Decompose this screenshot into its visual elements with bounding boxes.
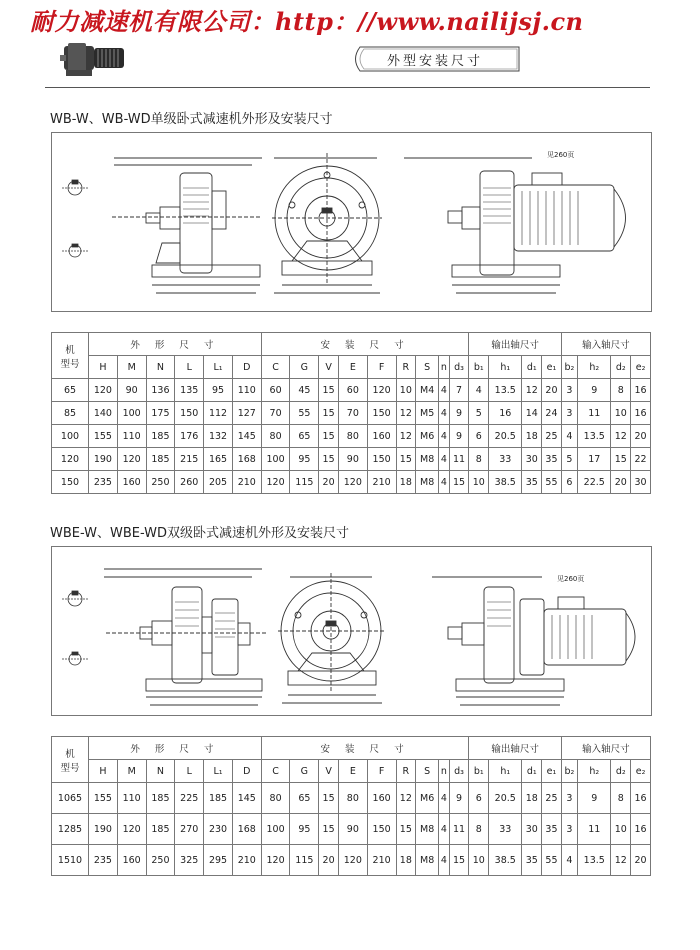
- model-header-cell: [52, 333, 89, 379]
- value-cell: 38.5: [489, 845, 522, 876]
- value-cell: 100: [261, 814, 290, 845]
- table-group-row: [52, 333, 651, 356]
- column-header-cell: F: [367, 356, 396, 379]
- value-cell: 295: [204, 845, 233, 876]
- value-cell: 100: [117, 402, 146, 425]
- value-cell: 15: [449, 471, 469, 494]
- value-cell: 5: [469, 402, 489, 425]
- value-cell: M6: [416, 783, 439, 814]
- value-cell: M8: [416, 814, 439, 845]
- value-cell: 136: [146, 379, 175, 402]
- value-cell: M8: [416, 448, 439, 471]
- model-cell: 150: [52, 471, 89, 494]
- column-header-cell: e₂: [631, 356, 651, 379]
- table-row: [52, 783, 651, 814]
- value-cell: 20: [611, 471, 631, 494]
- value-cell: M8: [416, 845, 439, 876]
- side-view-drawing: [104, 569, 267, 705]
- table-row: [52, 379, 651, 402]
- value-cell: 150: [367, 448, 396, 471]
- value-cell: 12: [396, 425, 416, 448]
- column-header-cell: L: [175, 356, 204, 379]
- value-cell: 100: [261, 448, 290, 471]
- column-header-cell: L₁: [204, 760, 233, 783]
- model-header-cell: [52, 737, 89, 783]
- value-cell: 225: [175, 783, 204, 814]
- column-header-cell: b₁: [469, 356, 489, 379]
- value-cell: 30: [522, 814, 542, 845]
- column-header-cell: b₁: [469, 760, 489, 783]
- column-header-cell: h₁: [489, 356, 522, 379]
- value-cell: 15: [611, 448, 631, 471]
- section2-spec-table: [51, 736, 651, 876]
- motor-view-drawing: [404, 158, 626, 293]
- value-cell: 20: [631, 845, 651, 876]
- column-header-cell: h₂: [578, 760, 611, 783]
- value-cell: 90: [338, 448, 367, 471]
- column-header-cell: V: [319, 356, 339, 379]
- value-cell: 4: [439, 783, 450, 814]
- value-cell: 110: [232, 379, 261, 402]
- shaft-detail-drawing: [62, 180, 88, 257]
- value-cell: 6: [469, 783, 489, 814]
- value-cell: 205: [204, 471, 233, 494]
- group-header-cell: 安 装 尺 寸: [261, 333, 469, 356]
- value-cell: 250: [146, 471, 175, 494]
- value-cell: 15: [449, 845, 469, 876]
- value-cell: 3: [561, 402, 577, 425]
- front-view-drawing: [278, 573, 384, 703]
- column-header-cell: E: [338, 760, 367, 783]
- value-cell: 15: [396, 448, 416, 471]
- value-cell: 55: [290, 402, 319, 425]
- value-cell: 80: [261, 425, 290, 448]
- value-cell: 20: [542, 379, 562, 402]
- value-cell: 16: [631, 402, 651, 425]
- value-cell: 12: [611, 845, 631, 876]
- column-header-cell: d₂: [611, 760, 631, 783]
- value-cell: 150: [175, 402, 204, 425]
- value-cell: 10: [611, 402, 631, 425]
- value-cell: 115: [290, 471, 319, 494]
- value-cell: 80: [261, 783, 290, 814]
- table-group-row: [52, 737, 651, 760]
- value-cell: 80: [338, 425, 367, 448]
- table-column-row: [52, 760, 651, 783]
- table-row: [52, 402, 651, 425]
- column-header-cell: R: [396, 356, 416, 379]
- group-header-cell: 外 形 尺 寸: [89, 737, 262, 760]
- column-header-cell: d₃: [449, 760, 469, 783]
- front-view-drawing: [272, 153, 382, 293]
- side-view-drawing: [112, 158, 262, 293]
- value-cell: 115: [290, 845, 319, 876]
- group-header-cell: 外 形 尺 寸: [89, 333, 262, 356]
- value-cell: 20: [631, 425, 651, 448]
- value-cell: 90: [117, 379, 146, 402]
- value-cell: 9: [449, 425, 469, 448]
- column-header-cell: N: [146, 760, 175, 783]
- value-cell: 9: [449, 783, 469, 814]
- value-cell: 8: [611, 783, 631, 814]
- value-cell: 120: [117, 448, 146, 471]
- value-cell: 4: [439, 814, 450, 845]
- column-header-cell: n: [439, 356, 450, 379]
- shaft-detail-drawing: [62, 591, 88, 665]
- column-header-cell: e₁: [542, 356, 562, 379]
- value-cell: 210: [232, 845, 261, 876]
- value-cell: 165: [204, 448, 233, 471]
- header-divider: [45, 87, 650, 88]
- value-cell: 16: [631, 814, 651, 845]
- value-cell: 12: [522, 379, 542, 402]
- section2-title: WBE-W、WBE-WD双级卧式减速机外形及安装尺寸: [50, 526, 350, 541]
- section1-title: WB-W、WB-WD单级卧式减速机外形及安装尺寸: [50, 112, 333, 127]
- value-cell: 15: [319, 783, 339, 814]
- value-cell: 22: [631, 448, 651, 471]
- value-cell: 145: [232, 425, 261, 448]
- value-cell: 160: [117, 471, 146, 494]
- column-header-cell: C: [261, 356, 290, 379]
- group-header-cell: 安 装 尺 寸: [261, 737, 469, 760]
- value-cell: 55: [542, 845, 562, 876]
- value-cell: 16: [631, 783, 651, 814]
- value-cell: 185: [146, 425, 175, 448]
- table-column-row: [52, 356, 651, 379]
- value-cell: 4: [439, 402, 450, 425]
- column-header-cell: d₃: [449, 356, 469, 379]
- value-cell: 10: [469, 471, 489, 494]
- value-cell: 70: [338, 402, 367, 425]
- value-cell: 3: [561, 379, 577, 402]
- value-cell: 175: [146, 402, 175, 425]
- banner-title: 外型安装尺寸: [386, 54, 483, 69]
- section1-drawing-panel: [51, 132, 652, 312]
- value-cell: 12: [396, 783, 416, 814]
- value-cell: 30: [522, 448, 542, 471]
- value-cell: 20: [319, 845, 339, 876]
- section2-drawing-panel: [51, 546, 652, 716]
- value-cell: 160: [367, 783, 396, 814]
- value-cell: 4: [561, 425, 577, 448]
- column-header-cell: n: [439, 760, 450, 783]
- value-cell: 325: [175, 845, 204, 876]
- table-row: [52, 448, 651, 471]
- value-cell: 16: [489, 402, 522, 425]
- value-cell: 15: [319, 448, 339, 471]
- column-header-cell: D: [232, 760, 261, 783]
- value-cell: M4: [416, 379, 439, 402]
- column-header-cell: d₂: [611, 356, 631, 379]
- column-header-cell: R: [396, 760, 416, 783]
- value-cell: 55: [542, 471, 562, 494]
- value-cell: 11: [578, 402, 611, 425]
- value-cell: 30: [631, 471, 651, 494]
- reducer-logo-icon: [60, 38, 130, 82]
- value-cell: 260: [175, 471, 204, 494]
- value-cell: 10: [469, 845, 489, 876]
- value-cell: 110: [117, 425, 146, 448]
- value-cell: 160: [367, 425, 396, 448]
- value-cell: 13.5: [578, 845, 611, 876]
- value-cell: 150: [367, 402, 396, 425]
- value-cell: 18: [396, 471, 416, 494]
- value-cell: 65: [290, 783, 319, 814]
- column-header-cell: h₂: [578, 356, 611, 379]
- value-cell: 4: [439, 379, 450, 402]
- column-header-cell: V: [319, 760, 339, 783]
- model-header-top: 机: [65, 748, 75, 760]
- value-cell: 15: [319, 379, 339, 402]
- value-cell: 135: [175, 379, 204, 402]
- value-cell: 215: [175, 448, 204, 471]
- value-cell: 20.5: [489, 783, 522, 814]
- value-cell: 35: [542, 814, 562, 845]
- value-cell: 185: [146, 814, 175, 845]
- value-cell: 11: [449, 448, 469, 471]
- see-page-note: 见260页: [547, 151, 575, 159]
- model-cell: 1510: [52, 845, 89, 876]
- table-row: [52, 845, 651, 876]
- column-header-cell: b₂: [561, 760, 577, 783]
- column-header-cell: M: [117, 760, 146, 783]
- value-cell: 3: [561, 814, 577, 845]
- value-cell: 120: [367, 379, 396, 402]
- value-cell: 9: [578, 379, 611, 402]
- value-cell: 190: [89, 448, 118, 471]
- group-header-cell: 输出轴尺寸: [469, 737, 561, 760]
- value-cell: 185: [204, 783, 233, 814]
- value-cell: 160: [117, 845, 146, 876]
- column-header-cell: D: [232, 356, 261, 379]
- value-cell: 270: [175, 814, 204, 845]
- value-cell: 4: [439, 471, 450, 494]
- value-cell: 8: [611, 379, 631, 402]
- value-cell: 4: [469, 379, 489, 402]
- value-cell: 12: [396, 402, 416, 425]
- value-cell: 35: [542, 448, 562, 471]
- value-cell: 35: [522, 845, 542, 876]
- value-cell: 33: [489, 814, 522, 845]
- section1-spec-table: [51, 332, 651, 494]
- model-header-top: 机: [65, 344, 75, 356]
- value-cell: 230: [204, 814, 233, 845]
- value-cell: 70: [261, 402, 290, 425]
- value-cell: 25: [542, 425, 562, 448]
- column-header-cell: G: [290, 356, 319, 379]
- value-cell: 185: [146, 783, 175, 814]
- value-cell: 33: [489, 448, 522, 471]
- column-header-cell: H: [89, 356, 118, 379]
- value-cell: 168: [232, 448, 261, 471]
- value-cell: M6: [416, 425, 439, 448]
- value-cell: M8: [416, 471, 439, 494]
- column-header-cell: L: [175, 760, 204, 783]
- column-header-cell: h₁: [489, 760, 522, 783]
- value-cell: 16: [631, 379, 651, 402]
- column-header-cell: E: [338, 356, 367, 379]
- value-cell: 15: [319, 402, 339, 425]
- column-header-cell: e₁: [542, 760, 562, 783]
- value-cell: 15: [319, 814, 339, 845]
- value-cell: 60: [261, 379, 290, 402]
- model-header-bottom: 型号: [60, 762, 80, 774]
- value-cell: 150: [367, 814, 396, 845]
- value-cell: 65: [290, 425, 319, 448]
- value-cell: 20.5: [489, 425, 522, 448]
- value-cell: 95: [290, 814, 319, 845]
- value-cell: 185: [146, 448, 175, 471]
- column-header-cell: M: [117, 356, 146, 379]
- column-header-cell: d₁: [522, 356, 542, 379]
- model-header-bottom: 型号: [60, 358, 80, 370]
- column-header-cell: e₂: [631, 760, 651, 783]
- table-row: [52, 814, 651, 845]
- value-cell: 15: [319, 425, 339, 448]
- group-header-cell: 输入轴尺寸: [561, 737, 650, 760]
- value-cell: 210: [367, 845, 396, 876]
- value-cell: 22.5: [578, 471, 611, 494]
- value-cell: 95: [290, 448, 319, 471]
- value-cell: 132: [204, 425, 233, 448]
- value-cell: 120: [117, 814, 146, 845]
- value-cell: 3: [561, 783, 577, 814]
- value-cell: 7: [449, 379, 469, 402]
- value-cell: 18: [396, 845, 416, 876]
- value-cell: 235: [89, 845, 118, 876]
- value-cell: 11: [578, 814, 611, 845]
- value-cell: 4: [439, 425, 450, 448]
- company-title: 耐力减速机有限公司：http：//www.nailijsj.cn: [30, 7, 584, 36]
- value-cell: 112: [204, 402, 233, 425]
- model-cell: 1285: [52, 814, 89, 845]
- table-row: [52, 425, 651, 448]
- value-cell: 145: [232, 783, 261, 814]
- value-cell: 110: [117, 783, 146, 814]
- column-header-cell: H: [89, 760, 118, 783]
- column-header-cell: N: [146, 356, 175, 379]
- group-header-cell: 输入轴尺寸: [561, 333, 650, 356]
- value-cell: 9: [449, 402, 469, 425]
- value-cell: 168: [232, 814, 261, 845]
- value-cell: 95: [204, 379, 233, 402]
- value-cell: 18: [522, 425, 542, 448]
- value-cell: 190: [89, 814, 118, 845]
- column-header-cell: L₁: [204, 356, 233, 379]
- model-cell: 100: [52, 425, 89, 448]
- value-cell: 210: [367, 471, 396, 494]
- value-cell: M5: [416, 402, 439, 425]
- value-cell: 120: [261, 845, 290, 876]
- value-cell: 120: [261, 471, 290, 494]
- value-cell: 250: [146, 845, 175, 876]
- value-cell: 10: [611, 814, 631, 845]
- value-cell: 8: [469, 814, 489, 845]
- value-cell: 13.5: [578, 425, 611, 448]
- value-cell: 5: [561, 448, 577, 471]
- value-cell: 155: [89, 425, 118, 448]
- column-header-cell: d₁: [522, 760, 542, 783]
- column-header-cell: F: [367, 760, 396, 783]
- value-cell: 24: [542, 402, 562, 425]
- motor-view-drawing: [432, 577, 635, 705]
- column-header-cell: S: [416, 356, 439, 379]
- value-cell: 17: [578, 448, 611, 471]
- value-cell: 155: [89, 783, 118, 814]
- model-cell: 120: [52, 448, 89, 471]
- value-cell: 140: [89, 402, 118, 425]
- column-header-cell: S: [416, 760, 439, 783]
- model-cell: 65: [52, 379, 89, 402]
- value-cell: 210: [232, 471, 261, 494]
- value-cell: 13.5: [489, 379, 522, 402]
- value-cell: 4: [439, 845, 450, 876]
- model-cell: 85: [52, 402, 89, 425]
- group-header-cell: 输出轴尺寸: [469, 333, 561, 356]
- value-cell: 127: [232, 402, 261, 425]
- value-cell: 120: [89, 379, 118, 402]
- value-cell: 10: [396, 379, 416, 402]
- value-cell: 9: [578, 783, 611, 814]
- value-cell: 176: [175, 425, 204, 448]
- value-cell: 4: [561, 845, 577, 876]
- value-cell: 20: [319, 471, 339, 494]
- column-header-cell: G: [290, 760, 319, 783]
- value-cell: 8: [469, 448, 489, 471]
- value-cell: 4: [439, 448, 450, 471]
- value-cell: 45: [290, 379, 319, 402]
- value-cell: 235: [89, 471, 118, 494]
- value-cell: 120: [338, 471, 367, 494]
- model-cell: 1065: [52, 783, 89, 814]
- see-page-note: 见260页: [557, 575, 585, 583]
- value-cell: 38.5: [489, 471, 522, 494]
- value-cell: 18: [522, 783, 542, 814]
- value-cell: 6: [469, 425, 489, 448]
- value-cell: 11: [449, 814, 469, 845]
- value-cell: 60: [338, 379, 367, 402]
- value-cell: 14: [522, 402, 542, 425]
- value-cell: 35: [522, 471, 542, 494]
- table-row: [52, 471, 651, 494]
- value-cell: 15: [396, 814, 416, 845]
- value-cell: 25: [542, 783, 562, 814]
- value-cell: 120: [338, 845, 367, 876]
- value-cell: 6: [561, 471, 577, 494]
- value-cell: 80: [338, 783, 367, 814]
- value-cell: 90: [338, 814, 367, 845]
- column-header-cell: b₂: [561, 356, 577, 379]
- column-header-cell: C: [261, 760, 290, 783]
- value-cell: 12: [611, 425, 631, 448]
